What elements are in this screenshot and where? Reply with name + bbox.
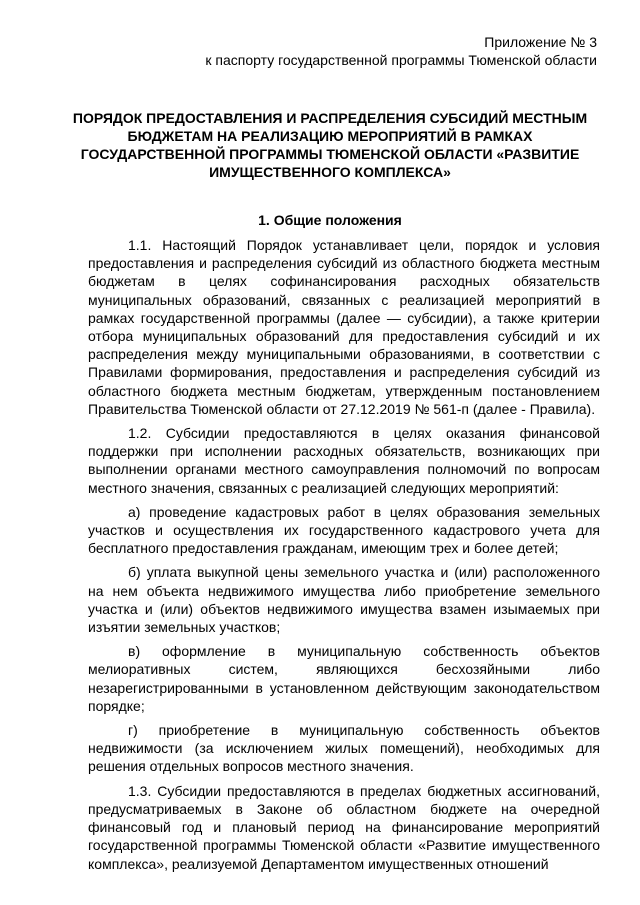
appendix-reference: к паспорту государственной программы Тюменской области [205,52,597,68]
appendix-header [205,33,597,69]
appendix-number: Приложение № 3 [484,34,597,50]
list-item-a: а) проведение кадастровых работ в целях образования земельных участков и осуществления их государственного кадастрового учета для бесплатного предоставления гражданам, имеющим трех и более детей; [88,503,600,557]
document-title: ПОРЯДОК ПРЕДОСТАВЛЕНИЯ И РАСПРЕДЕЛЕНИЯ СУБСИДИЙ МЕСТНЫМ БЮДЖЕТАМ НА РЕАЛИЗАЦИЮ МЕРОПРИЯТИЙ В РАМКАХ ГОСУДАРСТВЕННОЙ ПРОГРАММЫ ТЮМЕНСКОЙ ОБЛАСТИ «РАЗВИТИЕ ИМУЩЕСТВЕННОГО КОМПЛЕКСА» [72,110,588,180]
list-item-g: г) приобретение в муниципальную собственность объектов недвижимости (за исключением жилых помещений), необходимых для решения отдельных вопросов местного значения. [88,722,600,775]
paragraph-1-3: 1.3. Субсидии предоставляются в пределах бюджетных ассигнований, предусматриваемых в Законе об областном бюджете на очередной финансовый год и плановый период на финансирование мероприятий государственной программы Тюменской области «Развитие имущественного комплекса», реализуемой Департаментом имущественных отношений [88,782,600,872]
paragraph-1-1: 1.1. Настоящий Порядок устанавливает цели, порядок и условия предоставления и распределения субсидий из областного бюджета местным бюджетам в целях софинансирования расходных обязательств муниципальных образований, связанных с реализацией мероприятий в рамках государственной программы (далее — субсидии), а также критерии отбора муниципальных образований для предоставления субсидий и их распределения между муниципальными образованиями, в соответствии с Правилами формирования, предоставления и распределения субсидий из областного бюджета местным бюджетам, утвержденным постановлением Правительства Тюменской области от 27.12.2019 № 561-п (далее - Правила). [88,237,600,417]
section-body [88,236,600,873]
list-item-b: б) уплата выкупной цены земельного участка и (или) расположенного на нем объекта недвижимого имущества либо приобретение земельного участка и (или) объектов недвижимого имущества взамен изымаемых при изъятии земельных участков; [88,564,600,636]
paragraph-1-2: 1.2. Субсидии предоставляются в целях оказания финансовой поддержки при исполнении расходных обязательств, возникающих при выполнении органами местного самоуправления полномочий по вопросам местного значения, связанных с реализацией следующих мероприятий: [88,425,600,496]
section-heading: 1. Общие положения [258,212,402,228]
list-item-v: в) оформление в муниципальную собственность объектов мелиоративных систем, являющихся бесхозяйными либо незарегистрированными в установленном действующим законодательством порядке; [88,643,600,714]
